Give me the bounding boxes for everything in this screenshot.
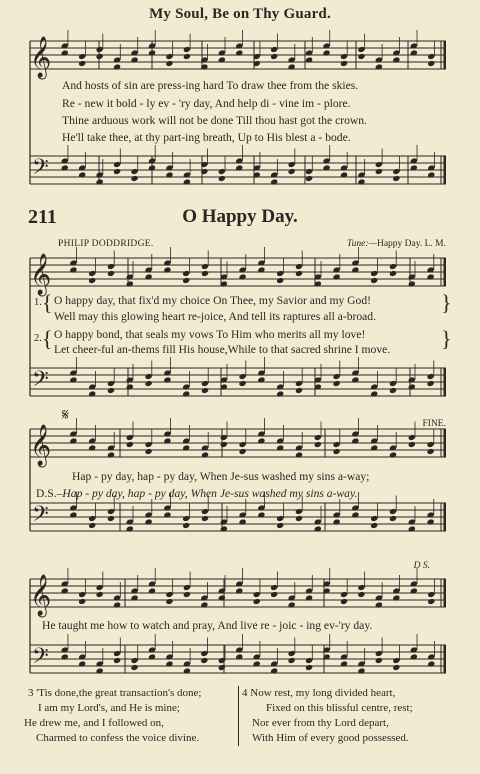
note-head xyxy=(165,660,173,667)
bass-clef-icon: 𝄢 xyxy=(32,155,49,185)
note-head xyxy=(410,164,418,171)
stanza-4-line: With Him of every good possessed. xyxy=(252,732,409,744)
note-head xyxy=(235,653,243,660)
final-bar-thick xyxy=(444,258,447,286)
note-head xyxy=(201,515,209,522)
bass-clef-icon: 𝄢 xyxy=(32,644,49,674)
note-head xyxy=(239,273,247,280)
note-head xyxy=(201,270,209,277)
note-head xyxy=(78,660,86,667)
note-head xyxy=(182,390,190,397)
stanza-4-line: 4 Now rest, my long divided heart, xyxy=(242,687,396,699)
note-head xyxy=(295,387,303,394)
verse-line: Well may this glowing heart re-joice, And tell its raptures all a-broad. xyxy=(54,310,376,323)
note-head xyxy=(165,598,173,605)
note-head xyxy=(270,178,278,185)
tune-label: Tune:— xyxy=(346,239,377,249)
note-head xyxy=(392,664,400,671)
note-head xyxy=(88,277,96,284)
note-head xyxy=(182,444,190,451)
lyric-line: Thine arduous work will not be done Till thou hast got the crown. xyxy=(62,114,367,127)
note-head xyxy=(288,63,296,70)
note-head xyxy=(78,60,86,67)
note-head xyxy=(78,598,86,605)
stanza-4-line: Fixed on this blissful centre, rest; xyxy=(266,702,413,714)
note-head xyxy=(322,164,330,171)
note-head xyxy=(239,448,247,455)
note-head xyxy=(357,667,365,674)
hymn-number: 211 xyxy=(28,206,57,228)
stanza-divider xyxy=(238,686,239,746)
note-head xyxy=(69,376,77,383)
note-head xyxy=(351,266,359,273)
note-head xyxy=(270,591,278,598)
note-head xyxy=(163,511,171,518)
note-head xyxy=(270,667,278,674)
note-head xyxy=(239,380,247,387)
ds-lyric: Hap - py day, hap - py day, When Je-sus washed my sins a-way. xyxy=(62,487,358,500)
note-head xyxy=(88,522,96,529)
note-head xyxy=(200,657,208,664)
note-head xyxy=(333,448,341,455)
stanza-4-line: Nor ever from thy Lord depart, xyxy=(252,717,389,729)
note-head xyxy=(276,277,284,284)
note-head xyxy=(340,660,348,667)
note-head xyxy=(333,380,341,387)
ds-line xyxy=(36,487,357,500)
note-head xyxy=(276,390,284,397)
note-head xyxy=(370,522,378,529)
hymn-title-my-soul: My Soul, Be on Thy Guard. xyxy=(149,6,331,22)
note-head xyxy=(257,437,265,444)
stanza-3-line: He drew me, and I followed on, xyxy=(24,717,164,729)
note-head xyxy=(295,270,303,277)
chorus-line: Hap - py day, hap - py day, When Je-sus washed my sins a-way; xyxy=(72,470,370,483)
note-head xyxy=(375,168,383,175)
note-head xyxy=(96,667,104,674)
note-head xyxy=(357,53,365,60)
note-head xyxy=(113,657,121,664)
bridge-line: He taught me how to watch and pray, And live re - joic - ing ev-'ry day. xyxy=(42,619,373,632)
verse-number: 2. xyxy=(34,333,42,344)
note-head xyxy=(370,444,378,451)
note-head xyxy=(392,594,400,601)
note-head xyxy=(408,383,416,390)
note-head xyxy=(408,280,416,287)
note-head xyxy=(163,266,171,273)
note-head xyxy=(392,175,400,182)
note-head xyxy=(201,387,209,394)
note-head xyxy=(96,591,104,598)
note-head xyxy=(375,601,383,608)
note-head xyxy=(165,60,173,67)
note-head xyxy=(165,171,173,178)
note-head xyxy=(288,601,296,608)
note-head xyxy=(148,587,156,594)
note-head xyxy=(69,511,77,518)
final-bar-thick xyxy=(444,579,447,607)
note-head xyxy=(257,376,265,383)
note-head xyxy=(427,660,435,667)
note-head xyxy=(130,56,138,63)
note-head xyxy=(61,653,69,660)
note-head xyxy=(218,594,226,601)
note-head xyxy=(351,437,359,444)
note-head xyxy=(288,657,296,664)
note-head xyxy=(305,664,313,671)
brace-open: { xyxy=(42,326,53,351)
note-head xyxy=(276,444,284,451)
note-head xyxy=(113,601,121,608)
note-head xyxy=(183,53,191,60)
note-head xyxy=(61,49,69,56)
stanza-3-line: Charmed to confess the voice divine. xyxy=(36,732,200,744)
note-head xyxy=(69,266,77,273)
note-head xyxy=(408,525,416,532)
note-head xyxy=(410,587,418,594)
note-head xyxy=(107,270,115,277)
note-head xyxy=(427,380,435,387)
note-head xyxy=(270,53,278,60)
tune-name: Happy Day. L. M. xyxy=(376,239,446,249)
bass-clef-icon: 𝄢 xyxy=(32,367,49,397)
note-head xyxy=(107,515,115,522)
note-head xyxy=(288,168,296,175)
note-head xyxy=(427,448,435,455)
final-bar-thick xyxy=(444,429,447,457)
lyric-line: And hosts of sin are press-ing hard To draw thee from the skies. xyxy=(62,79,359,92)
note-head xyxy=(145,273,153,280)
treble-clef-icon: 𝄞 xyxy=(30,425,52,466)
note-head xyxy=(183,178,191,185)
author-credit: PHILIP DODDRIDGE. xyxy=(58,239,154,249)
note-head xyxy=(340,60,348,67)
note-head xyxy=(126,280,134,287)
note-head xyxy=(333,273,341,280)
verse-number: 1. xyxy=(34,297,42,308)
note-head xyxy=(340,171,348,178)
note-head xyxy=(78,171,86,178)
final-bar-thick xyxy=(444,368,447,396)
note-head xyxy=(370,277,378,284)
note-head xyxy=(69,437,77,444)
tune-credit xyxy=(347,239,446,249)
note-head xyxy=(126,441,134,448)
note-head xyxy=(276,522,284,529)
note-head xyxy=(107,387,115,394)
note-head xyxy=(257,511,265,518)
note-head xyxy=(239,518,247,525)
note-head xyxy=(220,525,228,532)
note-head xyxy=(148,653,156,660)
note-head xyxy=(130,594,138,601)
note-head xyxy=(389,451,397,458)
treble-clef-icon: 𝄞 xyxy=(30,254,52,295)
final-bar-thick xyxy=(444,41,447,69)
note-head xyxy=(389,387,397,394)
note-head xyxy=(182,522,190,529)
note-head xyxy=(218,175,226,182)
note-head xyxy=(145,448,153,455)
note-head xyxy=(351,376,359,383)
note-head xyxy=(408,441,416,448)
note-head xyxy=(126,383,134,390)
note-head xyxy=(88,444,96,451)
note-head xyxy=(145,518,153,525)
note-head xyxy=(295,515,303,522)
note-head xyxy=(235,49,243,56)
stanza-3-line: 3 'Tis done,the great transaction's done; xyxy=(28,687,202,699)
note-head xyxy=(235,587,243,594)
note-head xyxy=(257,266,265,273)
note-head xyxy=(88,390,96,397)
note-head xyxy=(314,441,322,448)
note-head xyxy=(113,63,121,70)
brace-close: } xyxy=(441,290,452,315)
bass-clef-icon: 𝄢 xyxy=(32,502,49,532)
final-bar-thick xyxy=(444,645,447,673)
note-head xyxy=(295,451,303,458)
note-head xyxy=(375,657,383,664)
note-head xyxy=(333,518,341,525)
brace-close: } xyxy=(441,326,452,351)
verse-line: O happy day, that fix'd my choice On Thee, my Savior and my God! xyxy=(54,294,371,307)
note-head xyxy=(427,273,435,280)
note-head xyxy=(183,667,191,674)
note-head xyxy=(253,660,261,667)
note-head xyxy=(163,376,171,383)
note-head xyxy=(305,56,313,63)
note-head xyxy=(220,441,228,448)
note-head xyxy=(357,178,365,185)
note-head xyxy=(351,511,359,518)
note-head xyxy=(61,164,69,171)
note-head xyxy=(148,49,156,56)
note-head xyxy=(107,451,115,458)
note-head xyxy=(427,518,435,525)
verse-line: Let cheer-ful an-thems fill His house,While to that sacred shrine I move. xyxy=(54,343,391,356)
note-head xyxy=(201,451,209,458)
note-head xyxy=(389,270,397,277)
note-head xyxy=(375,63,383,70)
verse-line: O happy bond, that seals my vows To Him who merits all my love! xyxy=(54,328,366,341)
note-head xyxy=(235,164,243,171)
fine-mark: FINE. xyxy=(422,419,446,429)
note-head xyxy=(96,53,104,60)
note-head xyxy=(183,591,191,598)
note-head xyxy=(410,49,418,56)
note-head xyxy=(410,653,418,660)
treble-clef-icon: 𝄞 xyxy=(30,575,52,616)
note-head xyxy=(182,277,190,284)
note-head xyxy=(96,178,104,185)
note-head xyxy=(427,598,435,605)
hymn-title-o-happy-day: O Happy Day. xyxy=(182,206,298,227)
note-head xyxy=(61,587,69,594)
note-head xyxy=(218,56,226,63)
note-head xyxy=(130,175,138,182)
note-head xyxy=(126,525,134,532)
segno-icon: 𝄋 xyxy=(62,405,69,424)
note-head xyxy=(427,171,435,178)
note-head xyxy=(163,437,171,444)
note-head xyxy=(305,594,313,601)
lyric-line: Re - new it bold - ly ev - 'ry day, And help di - vine im - plore. xyxy=(62,97,351,110)
note-head xyxy=(200,601,208,608)
note-head xyxy=(218,664,226,671)
note-head xyxy=(113,168,121,175)
note-head xyxy=(427,60,435,67)
treble-clef-icon: 𝄞 xyxy=(30,37,52,78)
note-head xyxy=(389,515,397,522)
brace-open: { xyxy=(42,290,53,315)
note-head xyxy=(148,164,156,171)
final-bar-thick xyxy=(444,156,447,184)
note-head xyxy=(130,664,138,671)
ds-prefix: D.S.– xyxy=(36,487,63,500)
note-head xyxy=(370,390,378,397)
note-head xyxy=(322,49,330,56)
final-bar-thick xyxy=(444,503,447,531)
ds-mark: D S. xyxy=(413,561,430,571)
note-head xyxy=(145,380,153,387)
note-head xyxy=(314,525,322,532)
lyric-line: He'll take thee, at thy part-ing breath, Up to His blest a - bode. xyxy=(62,131,351,144)
stanza-3-line: I am my Lord's, and He is mine; xyxy=(38,702,180,714)
note-head xyxy=(392,56,400,63)
note-head xyxy=(305,175,313,182)
note-head xyxy=(340,598,348,605)
note-head xyxy=(357,591,365,598)
note-head xyxy=(253,598,261,605)
